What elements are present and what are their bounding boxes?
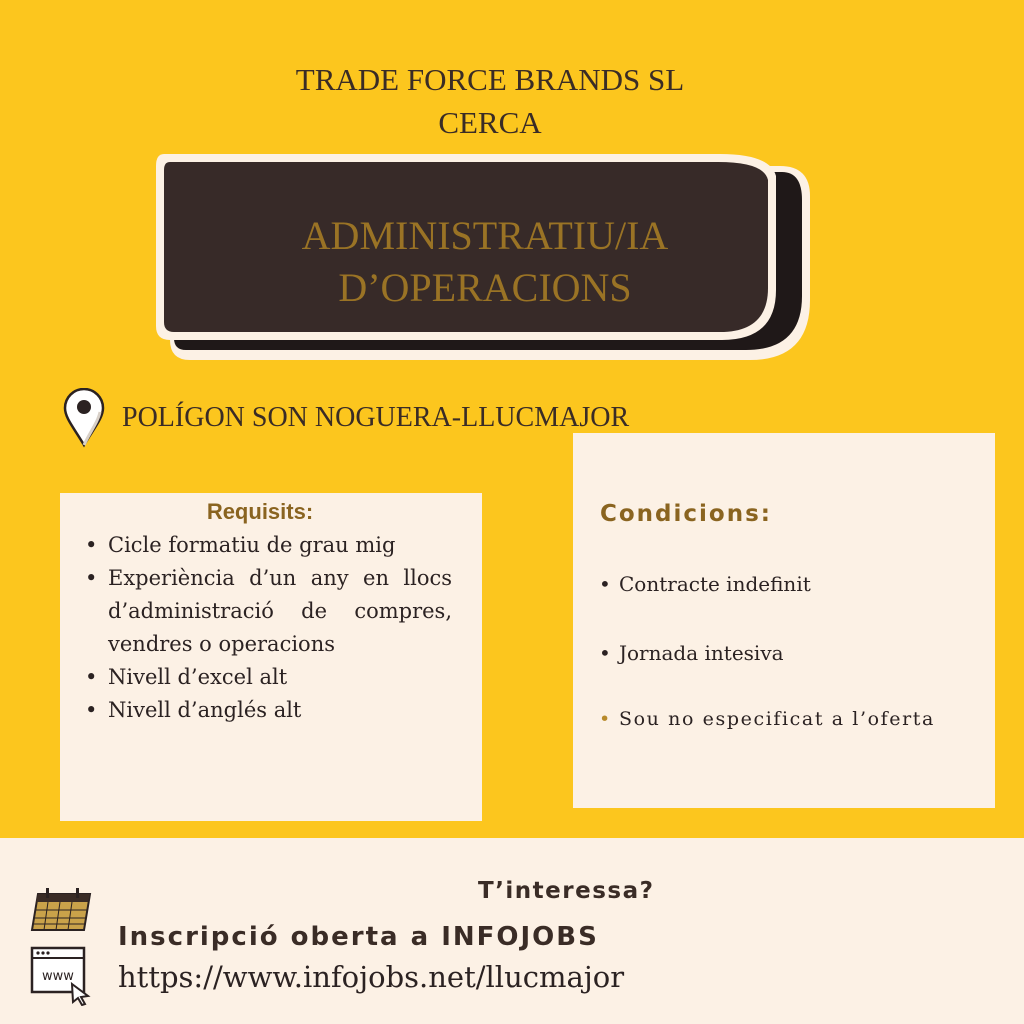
www-label: www bbox=[42, 969, 74, 984]
list-item: • Nivell d’anglés alt bbox=[82, 694, 452, 727]
list-item: • Experiència d’un any en llocs d’administració de compres, vendres o operacions bbox=[82, 562, 452, 661]
interest-question: T’interessa? bbox=[478, 878, 655, 904]
web-browser-icon bbox=[30, 946, 94, 1006]
company-seeks: CERCA bbox=[438, 105, 542, 140]
condition-text: Jornada intesiva bbox=[619, 641, 784, 665]
condition-text: Sou no especificat a l’oferta bbox=[619, 708, 935, 730]
job-title bbox=[150, 210, 820, 314]
company-name: TRADE FORCE BRANDS SL bbox=[295, 62, 685, 97]
list-item: • Sou no especificat a l’oferta bbox=[599, 708, 935, 730]
list-item: • Nivell d’excel alt bbox=[82, 661, 452, 694]
company-heading bbox=[0, 58, 980, 144]
list-item: • Cicle formatiu de grau mig bbox=[82, 529, 452, 562]
location bbox=[62, 388, 629, 448]
list-item: • Contracte indefinit bbox=[599, 572, 811, 596]
requirements-list bbox=[82, 529, 452, 727]
list-item: • Jornada intesiva bbox=[599, 641, 784, 665]
map-pin-icon bbox=[62, 388, 106, 448]
location-text: POLÍGON SON NOGUERA-LLUCMAJOR bbox=[122, 402, 630, 433]
job-title-box bbox=[150, 150, 820, 375]
infojobs-link[interactable]: https://www.infojobs.net/llucmajor bbox=[118, 960, 625, 994]
job-title-line2: D’OPERACIONS bbox=[338, 265, 632, 310]
requirements-card bbox=[60, 493, 482, 821]
job-title-line1: ADMINISTRATIU/IA bbox=[301, 213, 669, 258]
conditions-heading: Condicions: bbox=[600, 501, 772, 527]
requirements-heading: Requisits: bbox=[206, 499, 314, 524]
calendar-icon bbox=[30, 884, 92, 932]
conditions-card bbox=[573, 433, 995, 808]
footer bbox=[0, 838, 1024, 1024]
condition-text: Contracte indefinit bbox=[619, 572, 811, 596]
signup-text: Inscripció oberta a INFOJOBS bbox=[118, 922, 599, 952]
